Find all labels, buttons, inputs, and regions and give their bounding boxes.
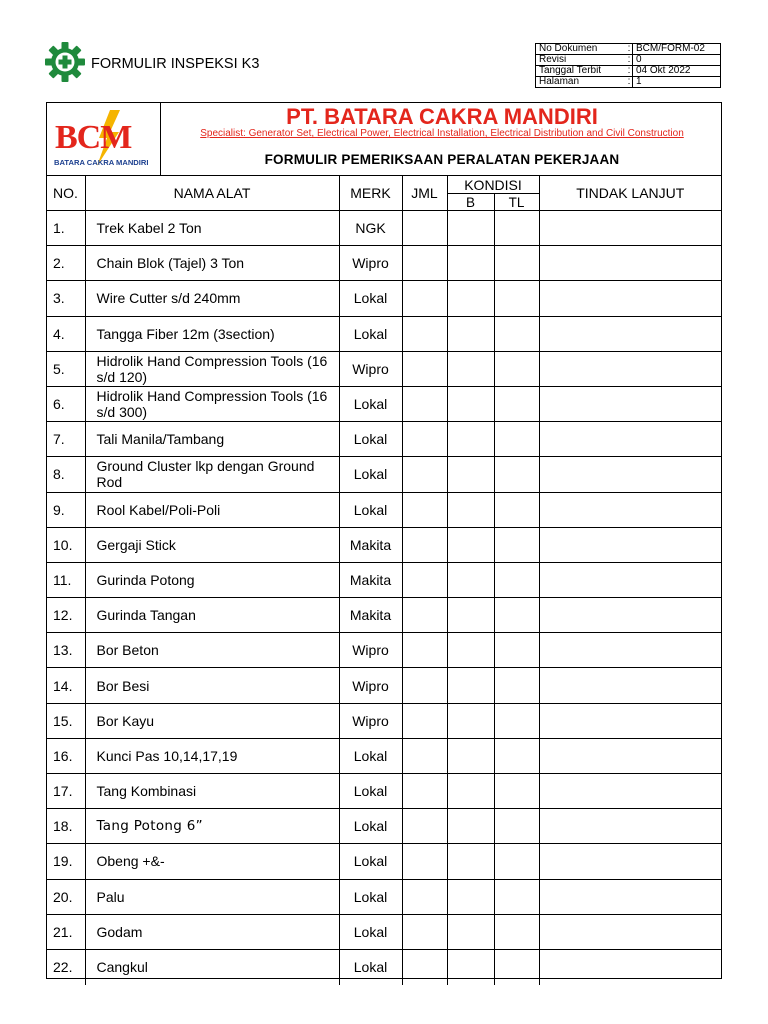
row-number: 11. xyxy=(47,562,85,597)
row-kondisi-b-cell xyxy=(447,774,494,809)
table-row xyxy=(47,949,721,984)
document-info-table xyxy=(535,43,721,88)
doc-info-row xyxy=(536,66,721,77)
row-brand: Lokal xyxy=(339,492,402,527)
row-kondisi-tl-cell xyxy=(494,422,539,457)
row-number: 1. xyxy=(47,211,85,246)
table-header-row xyxy=(47,176,721,194)
row-kondisi-tl-cell xyxy=(494,809,539,844)
row-kondisi-b-cell xyxy=(447,809,494,844)
row-kondisi-tl-cell xyxy=(494,703,539,738)
header-jml: JML xyxy=(402,176,447,211)
row-brand: Lokal xyxy=(339,422,402,457)
row-tindak-lanjut-cell xyxy=(539,844,721,879)
row-kondisi-b-cell xyxy=(447,668,494,703)
row-tool-name: Gurinda Potong xyxy=(85,562,339,597)
row-number: 16. xyxy=(47,738,85,773)
row-tindak-lanjut-cell xyxy=(539,738,721,773)
row-tindak-lanjut-cell xyxy=(539,598,721,633)
row-kondisi-b-cell xyxy=(447,703,494,738)
row-tool-name: Gurinda Tangan xyxy=(85,598,339,633)
row-kondisi-tl-cell xyxy=(494,527,539,562)
row-tindak-lanjut-cell xyxy=(539,246,721,281)
row-jml-cell xyxy=(402,457,447,492)
row-kondisi-tl-cell xyxy=(494,914,539,949)
table-row xyxy=(47,422,721,457)
row-kondisi-tl-cell xyxy=(494,316,539,351)
row-number: 9. xyxy=(47,492,85,527)
table-row xyxy=(47,316,721,351)
doc-info-separator: : xyxy=(626,66,633,77)
row-kondisi-tl-cell xyxy=(494,281,539,316)
table-row xyxy=(47,598,721,633)
row-number: 10. xyxy=(47,527,85,562)
row-jml-cell xyxy=(402,844,447,879)
row-jml-cell xyxy=(402,527,447,562)
header-kondisi-tl: TL xyxy=(494,194,539,211)
row-number: 13. xyxy=(47,633,85,668)
table-row xyxy=(47,351,721,386)
company-name: PT. BATARA CAKRA MANDIRI xyxy=(286,104,598,129)
row-tindak-lanjut-cell xyxy=(539,457,721,492)
row-jml-cell xyxy=(402,774,447,809)
row-brand: Makita xyxy=(339,527,402,562)
row-tindak-lanjut-cell xyxy=(539,703,721,738)
doc-info-key: Revisi xyxy=(536,55,627,66)
row-brand: Lokal xyxy=(339,879,402,914)
doc-info-row xyxy=(536,44,721,55)
row-jml-cell xyxy=(402,316,447,351)
row-jml-cell xyxy=(402,598,447,633)
row-tool-name: Wire Cutter s/d 240mm xyxy=(85,281,339,316)
bcm-company-logo xyxy=(53,108,157,171)
k3-safety-gear-icon xyxy=(44,41,86,83)
row-brand: Wipro xyxy=(339,351,402,386)
row-number: 6. xyxy=(47,386,85,421)
table-row xyxy=(47,809,721,844)
row-brand: Lokal xyxy=(339,316,402,351)
form-title: FORMULIR PEMERIKSAAN PERALATAN PEKERJAAN xyxy=(264,152,620,167)
row-tool-name: Tang Potong 6” xyxy=(85,809,339,844)
row-number: 2. xyxy=(47,246,85,281)
row-tindak-lanjut-cell xyxy=(539,562,721,597)
row-kondisi-tl-cell xyxy=(494,633,539,668)
row-jml-cell xyxy=(402,351,447,386)
row-brand: Lokal xyxy=(339,809,402,844)
row-kondisi-b-cell xyxy=(447,914,494,949)
row-brand: Lokal xyxy=(339,844,402,879)
row-brand: Lokal xyxy=(339,914,402,949)
table-row xyxy=(47,457,721,492)
table-row xyxy=(47,914,721,949)
k3-form-label: FORMULIR INSPEKSI K3 xyxy=(91,56,260,72)
company-specialist-line: Specialist: Generator Set, Electrical Power, Electrical Installation, Electrical Distribution and Civil Construction xyxy=(200,128,684,139)
row-jml-cell xyxy=(402,211,447,246)
row-jml-cell xyxy=(402,738,447,773)
row-jml-cell xyxy=(402,703,447,738)
doc-info-key: Halaman xyxy=(536,77,627,88)
row-kondisi-b-cell xyxy=(447,949,494,984)
table-row xyxy=(47,703,721,738)
doc-info-key: No Dokumen xyxy=(536,44,627,55)
table-row xyxy=(47,668,721,703)
row-brand: Wipro xyxy=(339,246,402,281)
row-number: 15. xyxy=(47,703,85,738)
row-number: 17. xyxy=(47,774,85,809)
row-kondisi-b-cell xyxy=(447,386,494,421)
table-row xyxy=(47,211,721,246)
header-kondisi-b: B xyxy=(447,194,494,211)
row-number: 19. xyxy=(47,844,85,879)
row-brand: Wipro xyxy=(339,668,402,703)
row-tool-name: Bor Kayu xyxy=(85,703,339,738)
row-kondisi-tl-cell xyxy=(494,879,539,914)
row-tool-name: Godam xyxy=(85,914,339,949)
row-kondisi-tl-cell xyxy=(494,738,539,773)
row-tindak-lanjut-cell xyxy=(539,879,721,914)
company-logo-cell xyxy=(47,103,161,176)
row-jml-cell xyxy=(402,246,447,281)
doc-info-separator: : xyxy=(626,77,633,88)
row-kondisi-b-cell xyxy=(447,844,494,879)
row-jml-cell xyxy=(402,562,447,597)
row-tindak-lanjut-cell xyxy=(539,386,721,421)
row-tool-name: Bor Beton xyxy=(85,633,339,668)
row-kondisi-tl-cell xyxy=(494,211,539,246)
table-row xyxy=(47,738,721,773)
row-kondisi-b-cell xyxy=(447,738,494,773)
row-tindak-lanjut-cell xyxy=(539,633,721,668)
row-tindak-lanjut-cell xyxy=(539,422,721,457)
row-brand: Lokal xyxy=(339,774,402,809)
row-jml-cell xyxy=(402,809,447,844)
row-tool-name: Gergaji Stick xyxy=(85,527,339,562)
doc-info-row xyxy=(536,77,721,88)
doc-info-value: 1 xyxy=(633,77,721,88)
row-tindak-lanjut-cell xyxy=(539,316,721,351)
row-brand: Makita xyxy=(339,598,402,633)
bcm-logo-text: BCM xyxy=(55,119,132,156)
row-tool-name: Trek Kabel 2 Ton xyxy=(85,211,339,246)
row-number: 22. xyxy=(47,949,85,984)
doc-info-row xyxy=(536,55,721,66)
table-row xyxy=(47,774,721,809)
row-number: 14. xyxy=(47,668,85,703)
row-kondisi-b-cell xyxy=(447,492,494,527)
row-jml-cell xyxy=(402,879,447,914)
row-number: 21. xyxy=(47,914,85,949)
row-jml-cell xyxy=(402,949,447,984)
doc-info-value: 04 Okt 2022 xyxy=(633,66,721,77)
row-tindak-lanjut-cell xyxy=(539,351,721,386)
row-tool-name: Bor Besi xyxy=(85,668,339,703)
table-row xyxy=(47,527,721,562)
row-tindak-lanjut-cell xyxy=(539,774,721,809)
row-tool-name: Tali Manila/Tambang xyxy=(85,422,339,457)
row-kondisi-b-cell xyxy=(447,246,494,281)
doc-info-separator: : xyxy=(626,55,633,66)
row-kondisi-b-cell xyxy=(447,527,494,562)
row-number: 18. xyxy=(47,809,85,844)
row-tindak-lanjut-cell xyxy=(539,527,721,562)
row-tool-name: Cangkul xyxy=(85,949,339,984)
row-kondisi-tl-cell xyxy=(494,774,539,809)
row-kondisi-b-cell xyxy=(447,598,494,633)
row-brand: Lokal xyxy=(339,281,402,316)
table-row xyxy=(47,562,721,597)
row-brand: Wipro xyxy=(339,633,402,668)
row-kondisi-tl-cell xyxy=(494,351,539,386)
row-jml-cell xyxy=(402,281,447,316)
row-tool-name: Rool Kabel/Poli-Poli xyxy=(85,492,339,527)
row-jml-cell xyxy=(402,914,447,949)
row-kondisi-b-cell xyxy=(447,562,494,597)
row-number: 12. xyxy=(47,598,85,633)
row-brand: Wipro xyxy=(339,703,402,738)
row-jml-cell xyxy=(402,422,447,457)
header-nama-alat: NAMA ALAT xyxy=(85,176,339,211)
row-kondisi-tl-cell xyxy=(494,844,539,879)
row-tindak-lanjut-cell xyxy=(539,211,721,246)
row-tindak-lanjut-cell xyxy=(539,668,721,703)
row-kondisi-b-cell xyxy=(447,281,494,316)
row-tindak-lanjut-cell xyxy=(539,809,721,844)
row-number: 3. xyxy=(47,281,85,316)
row-tool-name: Hidrolik Hand Compression Tools (16 s/d 300) xyxy=(85,386,339,421)
row-jml-cell xyxy=(402,633,447,668)
row-jml-cell xyxy=(402,386,447,421)
row-tindak-lanjut-cell xyxy=(539,914,721,949)
row-kondisi-b-cell xyxy=(447,457,494,492)
row-tool-name: Chain Blok (Tajel) 3 Ton xyxy=(85,246,339,281)
row-tindak-lanjut-cell xyxy=(539,492,721,527)
row-tool-name: Tangga Fiber 12m (3section) xyxy=(85,316,339,351)
row-kondisi-b-cell xyxy=(447,422,494,457)
header-tindak-lanjut: TINDAK LANJUT xyxy=(539,176,721,211)
row-jml-cell xyxy=(402,668,447,703)
table-row xyxy=(47,386,721,421)
doc-info-key: Tanggal Terbit xyxy=(536,66,627,77)
row-kondisi-b-cell xyxy=(447,316,494,351)
row-tindak-lanjut-cell xyxy=(539,949,721,984)
row-kondisi-tl-cell xyxy=(494,457,539,492)
row-tool-name: Hidrolik Hand Compression Tools (16 s/d 120) xyxy=(85,351,339,386)
row-kondisi-tl-cell xyxy=(494,246,539,281)
row-tindak-lanjut-cell xyxy=(539,281,721,316)
row-kondisi-b-cell xyxy=(447,879,494,914)
row-kondisi-tl-cell xyxy=(494,492,539,527)
row-kondisi-b-cell xyxy=(447,211,494,246)
row-tool-name: Ground Cluster lkp dengan Ground Rod xyxy=(85,457,339,492)
row-kondisi-tl-cell xyxy=(494,949,539,984)
table-row xyxy=(47,492,721,527)
row-number: 20. xyxy=(47,879,85,914)
header-merk: MERK xyxy=(339,176,402,211)
row-tool-name: Obeng +&- xyxy=(85,844,339,879)
row-brand: NGK xyxy=(339,211,402,246)
row-brand: Lokal xyxy=(339,386,402,421)
row-kondisi-b-cell xyxy=(447,633,494,668)
row-kondisi-tl-cell xyxy=(494,562,539,597)
row-number: 5. xyxy=(47,351,85,386)
row-kondisi-b-cell xyxy=(447,351,494,386)
table-row xyxy=(47,844,721,879)
row-number: 4. xyxy=(47,316,85,351)
row-brand: Lokal xyxy=(339,738,402,773)
doc-info-separator: : xyxy=(626,44,633,55)
row-kondisi-tl-cell xyxy=(494,668,539,703)
table-row xyxy=(47,281,721,316)
table-row xyxy=(47,633,721,668)
row-jml-cell xyxy=(402,492,447,527)
doc-info-value: 0 xyxy=(633,55,721,66)
row-brand: Lokal xyxy=(339,949,402,984)
inspection-form xyxy=(46,102,722,979)
row-tool-name: Tang Kombinasi xyxy=(85,774,339,809)
row-tool-name: Palu xyxy=(85,879,339,914)
row-tool-name: Kunci Pas 10,14,17,19 xyxy=(85,738,339,773)
row-kondisi-tl-cell xyxy=(494,386,539,421)
bcm-logo-subtitle: BATARA CAKRA MANDIRI xyxy=(54,158,149,167)
table-row xyxy=(47,879,721,914)
table-row xyxy=(47,246,721,281)
row-kondisi-tl-cell xyxy=(494,598,539,633)
row-number: 8. xyxy=(47,457,85,492)
row-number: 7. xyxy=(47,422,85,457)
equipment-table xyxy=(47,175,721,985)
row-brand: Lokal xyxy=(339,457,402,492)
header-kondisi: KONDISI xyxy=(447,176,539,194)
doc-info-value: BCM/FORM-02 xyxy=(633,44,721,55)
row-brand: Makita xyxy=(339,562,402,597)
header-no: NO. xyxy=(47,176,85,211)
